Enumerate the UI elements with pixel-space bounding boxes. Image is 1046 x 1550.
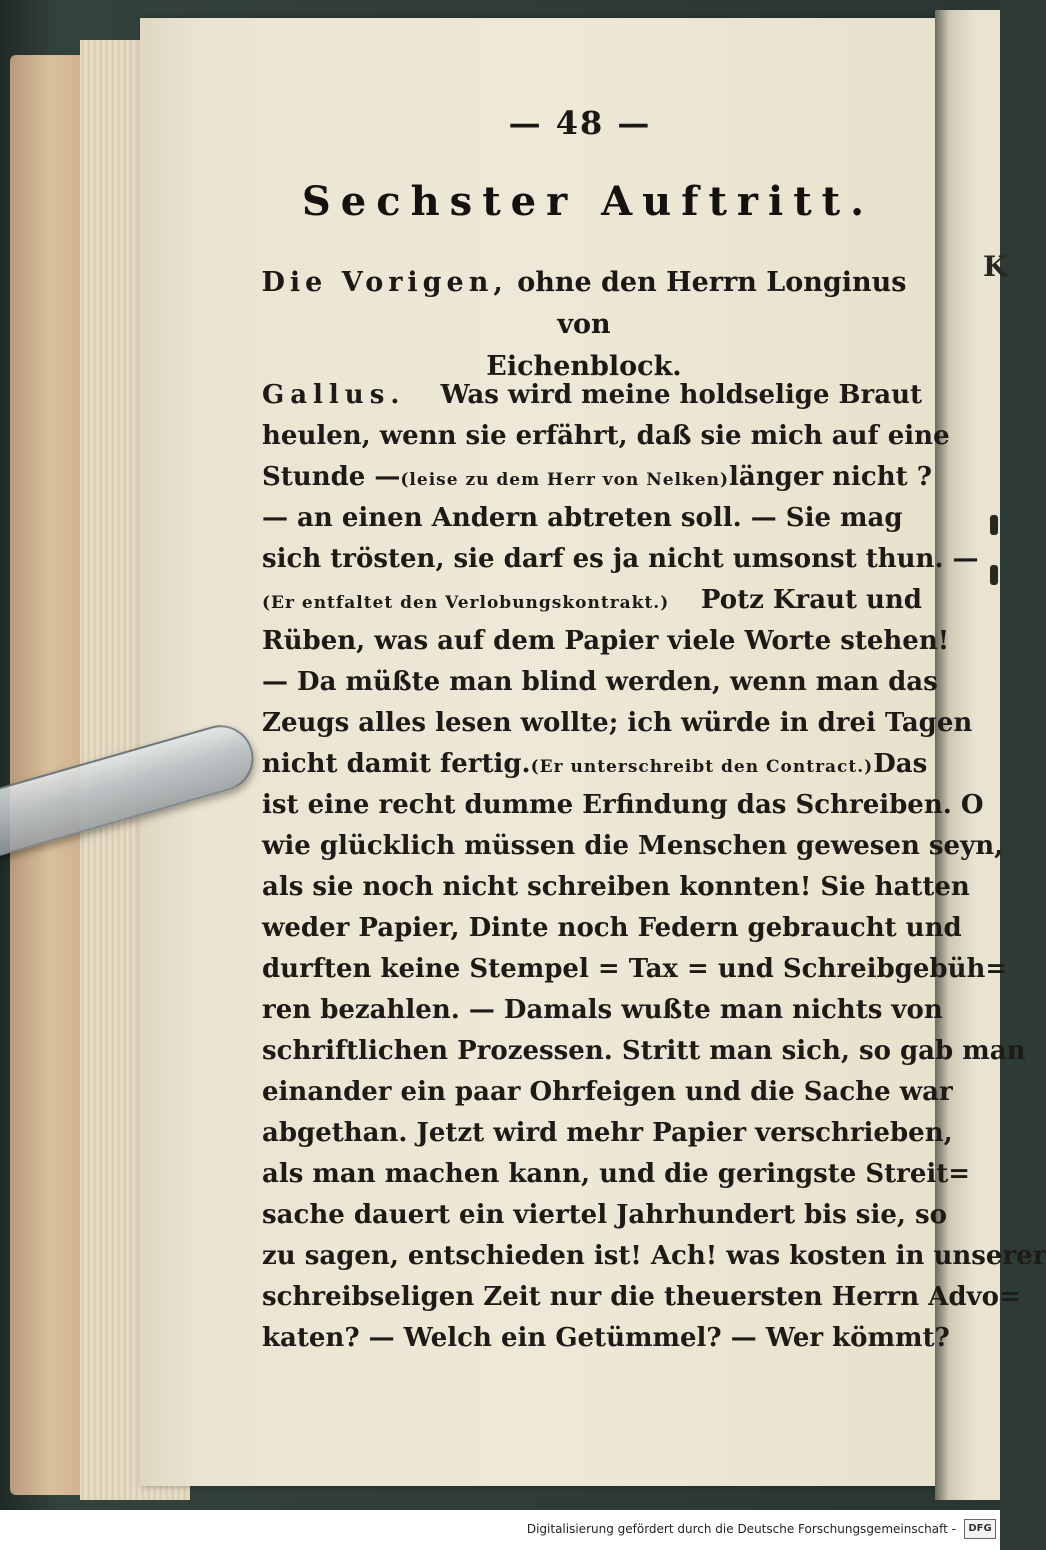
text-line bbox=[262, 585, 922, 627]
line-text: ist eine recht dumme Erfindung das Schreiben. O bbox=[262, 790, 984, 820]
text-line bbox=[262, 462, 932, 504]
stage-direction: (Er entfaltet den Verlobungskontrakt.) bbox=[262, 593, 670, 613]
text-line bbox=[262, 954, 1008, 996]
text-line bbox=[262, 421, 950, 463]
line-text: nicht damit fertig. bbox=[262, 749, 531, 779]
cast-label: Die Vorigen, bbox=[261, 267, 508, 298]
line-text: länger nicht ? bbox=[729, 462, 932, 492]
line-text: sich trösten, sie darf es ja nicht umsonst thun. — bbox=[262, 544, 979, 574]
line-text: heulen, wenn sie erfährt, daß sie mich auf eine bbox=[262, 421, 950, 451]
text-line bbox=[262, 1200, 947, 1242]
line-text: schriftlichen Prozessen. Stritt man sich, so gab man bbox=[262, 1036, 1026, 1066]
line-text: abgethan. Jetzt wird mehr Papier verschrieben, bbox=[262, 1118, 953, 1148]
text-line bbox=[262, 544, 979, 586]
cast-line-1 bbox=[252, 262, 916, 346]
line-text: Stunde — bbox=[262, 462, 401, 492]
line-text: als sie noch nicht schreiben konnten! Sie hatten bbox=[262, 872, 970, 902]
text-line bbox=[262, 708, 973, 750]
next-page-ink-mark bbox=[990, 565, 998, 585]
text-line bbox=[262, 872, 970, 914]
line-text: als man machen kann, und die geringste Streit= bbox=[262, 1159, 971, 1189]
cast-description: ohne den Herrn Longinus von bbox=[517, 267, 907, 340]
line-text: wie glücklich müssen die Menschen gewesen seyn, bbox=[262, 831, 1004, 861]
text-line bbox=[262, 503, 922, 545]
text-line bbox=[262, 1323, 950, 1365]
digitization-credit: Digitalisierung gefördert durch die Deutsche Forschungsgemeinschaft - bbox=[526, 1522, 956, 1536]
text-line bbox=[262, 380, 922, 422]
line-text: ren bezahlen. — Damals wußte man nichts von bbox=[262, 995, 943, 1025]
dfg-logo: DFG bbox=[964, 1519, 996, 1539]
next-page-ink-mark bbox=[990, 515, 998, 535]
page-number: — 48 — bbox=[508, 104, 652, 142]
scene-title: Sechster Auftritt. bbox=[301, 178, 875, 225]
text-line bbox=[262, 995, 943, 1037]
next-page-edge bbox=[935, 10, 1000, 1500]
line-text: Rüben, was auf dem Papier viele Worte stehen! bbox=[262, 626, 950, 656]
text-line bbox=[262, 749, 928, 791]
text-line bbox=[262, 790, 984, 832]
line-text: — Da müßte man blind werden, wenn man das bbox=[262, 667, 938, 697]
text-line bbox=[262, 1077, 953, 1119]
line-text: durften keine Stempel = Tax = und Schreibgebüh= bbox=[262, 954, 1008, 984]
text-line bbox=[262, 1159, 971, 1201]
cast-line-2: Eichenblock. bbox=[486, 351, 682, 382]
line-text: sache dauert ein viertel Jahrhundert bis sie, so bbox=[262, 1200, 947, 1230]
line-text: Potz Kraut und bbox=[700, 585, 922, 615]
line-text: einander ein paar Ohrfeigen und die Sache war bbox=[262, 1077, 953, 1107]
stage-direction: (leise zu dem Herr von Nelken) bbox=[400, 470, 730, 490]
text-line bbox=[262, 1282, 1021, 1324]
speaker-name: Gallus. bbox=[262, 380, 406, 410]
next-page-letter: K bbox=[983, 250, 1008, 283]
line-text: Zeugs alles lesen wollte; ich würde in drei Tagen bbox=[262, 708, 973, 738]
text-line bbox=[262, 1036, 1026, 1078]
text-line bbox=[262, 831, 1004, 873]
text-line bbox=[262, 913, 962, 955]
text-line bbox=[262, 626, 950, 668]
line-text: zu sagen, entschieden ist! Ach! was kosten in unserer bbox=[262, 1241, 1046, 1271]
line-text: Das bbox=[873, 749, 928, 779]
line-text: weder Papier, Dinte noch Federn gebraucht und bbox=[262, 913, 962, 943]
text-line bbox=[262, 1241, 1046, 1283]
line-text: Was wird meine holdselige Braut bbox=[440, 380, 922, 410]
line-text: — an einen Andern abtreten soll. — Sie mag bbox=[262, 503, 903, 533]
stage-direction: (Er unterschreibt den Contract.) bbox=[530, 757, 874, 777]
text-line bbox=[262, 667, 938, 709]
text-line bbox=[262, 1118, 953, 1160]
line-text: katen? — Welch ein Getümmel? — Wer kömmt? bbox=[262, 1323, 950, 1353]
cast-list bbox=[252, 262, 916, 388]
line-text: schreibseligen Zeit nur die theuersten Herrn Advo= bbox=[262, 1282, 1021, 1312]
